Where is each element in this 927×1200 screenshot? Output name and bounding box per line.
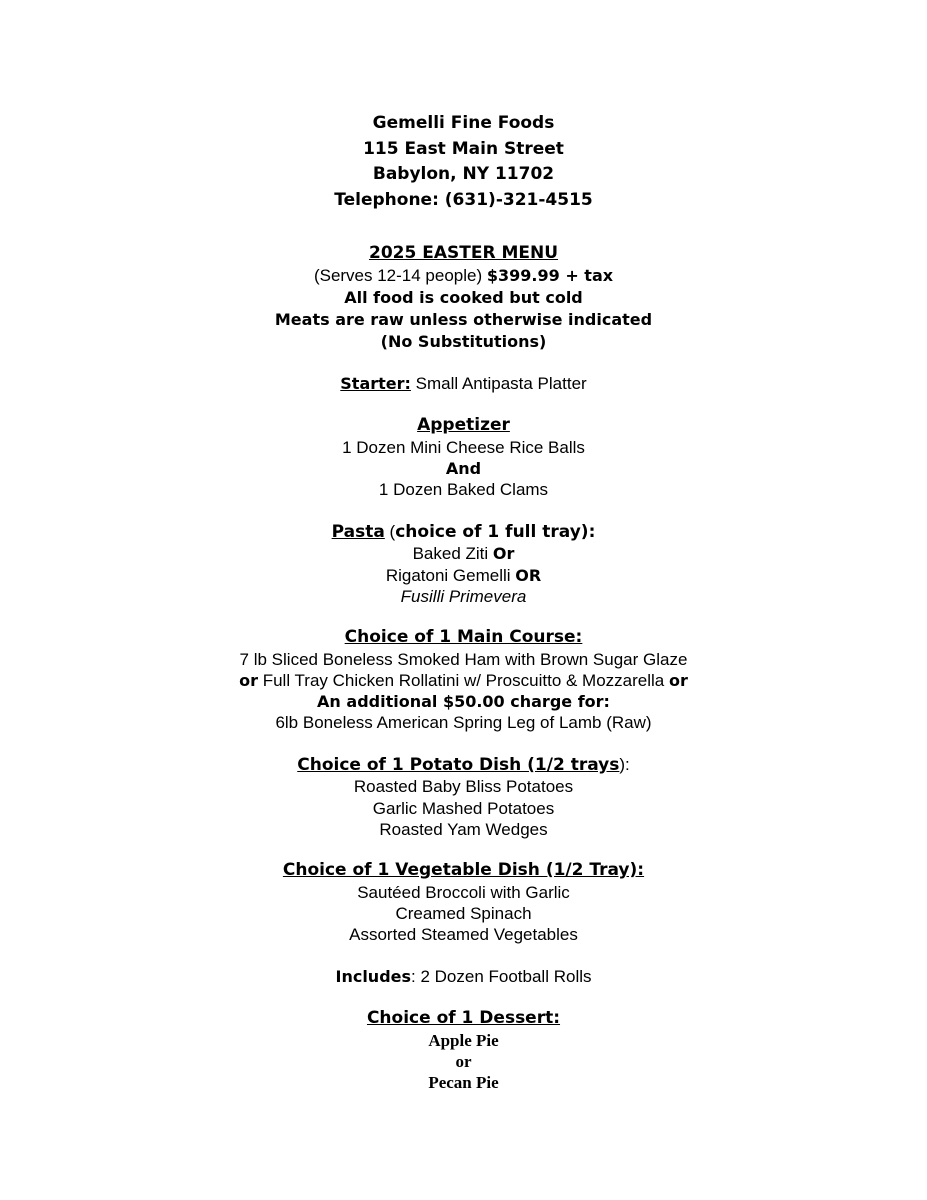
pasta-item-rigatoni bbox=[0, 565, 927, 586]
starter-line bbox=[0, 373, 927, 396]
includes-section bbox=[0, 966, 927, 989]
appetizer-joiner: And bbox=[445, 459, 482, 479]
pasta-ziti-text: Baked Ziti bbox=[412, 544, 493, 564]
potato-item: Garlic Mashed Potatoes bbox=[372, 798, 555, 818]
potato-item: Roasted Yam Wedges bbox=[379, 819, 548, 839]
pasta-label: Pasta bbox=[331, 521, 385, 542]
business-phone: Telephone: (631)-321-4515 bbox=[334, 190, 593, 211]
serves-line bbox=[0, 265, 927, 287]
pasta-rigatoni-text: Rigatoni Gemelli bbox=[385, 565, 516, 585]
business-street: 115 East Main Street bbox=[363, 138, 564, 159]
starter-section bbox=[0, 373, 927, 396]
appetizer-item-rice-balls: 1 Dozen Mini Cheese Rice Balls bbox=[342, 437, 585, 457]
vegetable-item: Sautéed Broccoli with Garlic bbox=[357, 882, 570, 902]
appetizer-item-clams: 1 Dozen Baked Clams bbox=[378, 480, 549, 500]
pasta-item-ziti bbox=[0, 543, 927, 564]
starter-item: Small Antipasta Platter bbox=[410, 373, 587, 393]
potato-label-end: ): bbox=[619, 754, 630, 774]
appetizer-label: Appetizer bbox=[417, 415, 510, 436]
dessert-item-pecan: Pecan Pie bbox=[428, 1072, 499, 1092]
pasta-section bbox=[0, 521, 927, 607]
vegetable-item: Assorted Steamed Vegetables bbox=[349, 925, 578, 945]
pasta-or-2: OR bbox=[515, 565, 542, 585]
main-or-1: or bbox=[239, 670, 258, 690]
potato-section bbox=[0, 754, 927, 840]
pasta-or-1: Or bbox=[492, 544, 515, 564]
dessert-item-apple: Apple Pie bbox=[428, 1030, 499, 1050]
menu-note-cooked: All food is cooked but cold bbox=[344, 287, 583, 307]
business-header bbox=[0, 111, 927, 214]
business-city: Babylon, NY 11702 bbox=[372, 164, 555, 185]
potato-heading bbox=[0, 754, 927, 777]
main-additional-charge: An additional $50.00 charge for: bbox=[317, 692, 610, 712]
pasta-choice: choice of 1 full tray bbox=[395, 521, 581, 542]
menu-price: $399.99 + tax bbox=[486, 265, 614, 285]
vegetable-section bbox=[0, 860, 927, 945]
pasta-item-fusilli: Fusilli Primevera bbox=[400, 586, 527, 606]
vegetable-label: Choice of 1 Vegetable Dish (1/2 Tray): bbox=[282, 860, 645, 881]
business-name: Gemelli Fine Foods bbox=[372, 113, 555, 133]
main-item-lamb: 6lb Boneless American Spring Leg of Lamb (Raw) bbox=[275, 713, 652, 733]
main-item-chicken-line bbox=[0, 670, 927, 691]
starter-label: Starter: bbox=[340, 373, 411, 393]
includes-text: : 2 Dozen Football Rolls bbox=[411, 966, 592, 986]
main-item-chicken: Full Tray Chicken Rollatini w/ Proscuitto & Mozzarella bbox=[258, 670, 669, 690]
dessert-label: Choice of 1 Dessert: bbox=[366, 1008, 561, 1029]
menu-title: 2025 EASTER MENU bbox=[368, 242, 559, 263]
dessert-section bbox=[0, 1008, 927, 1093]
potato-item: Roasted Baby Bliss Potatoes bbox=[353, 777, 574, 797]
appetizer-section bbox=[0, 415, 927, 500]
includes-line bbox=[0, 966, 927, 989]
main-or-2: or bbox=[668, 670, 688, 690]
menu-note-raw: Meats are raw unless otherwise indicated bbox=[274, 309, 653, 329]
includes-label: Includes bbox=[335, 966, 412, 986]
pasta-paren-close: ): bbox=[580, 521, 596, 542]
vegetable-item: Creamed Spinach bbox=[395, 903, 532, 923]
pasta-heading bbox=[0, 521, 927, 544]
potato-label: Choice of 1 Potato Dish (1/2 trays bbox=[297, 754, 620, 775]
main-course-label: Choice of 1 Main Course: bbox=[344, 627, 583, 648]
dessert-joiner: or bbox=[455, 1051, 472, 1071]
main-course-section bbox=[0, 627, 927, 734]
serves-text: (Serves 12-14 people) bbox=[313, 265, 487, 285]
pasta-paren-open: ( bbox=[384, 521, 396, 541]
menu-note-substitutions: (No Substitutions) bbox=[380, 331, 547, 351]
main-item-ham: 7 lb Sliced Boneless Smoked Ham with Brown Sugar Glaze bbox=[239, 649, 688, 669]
